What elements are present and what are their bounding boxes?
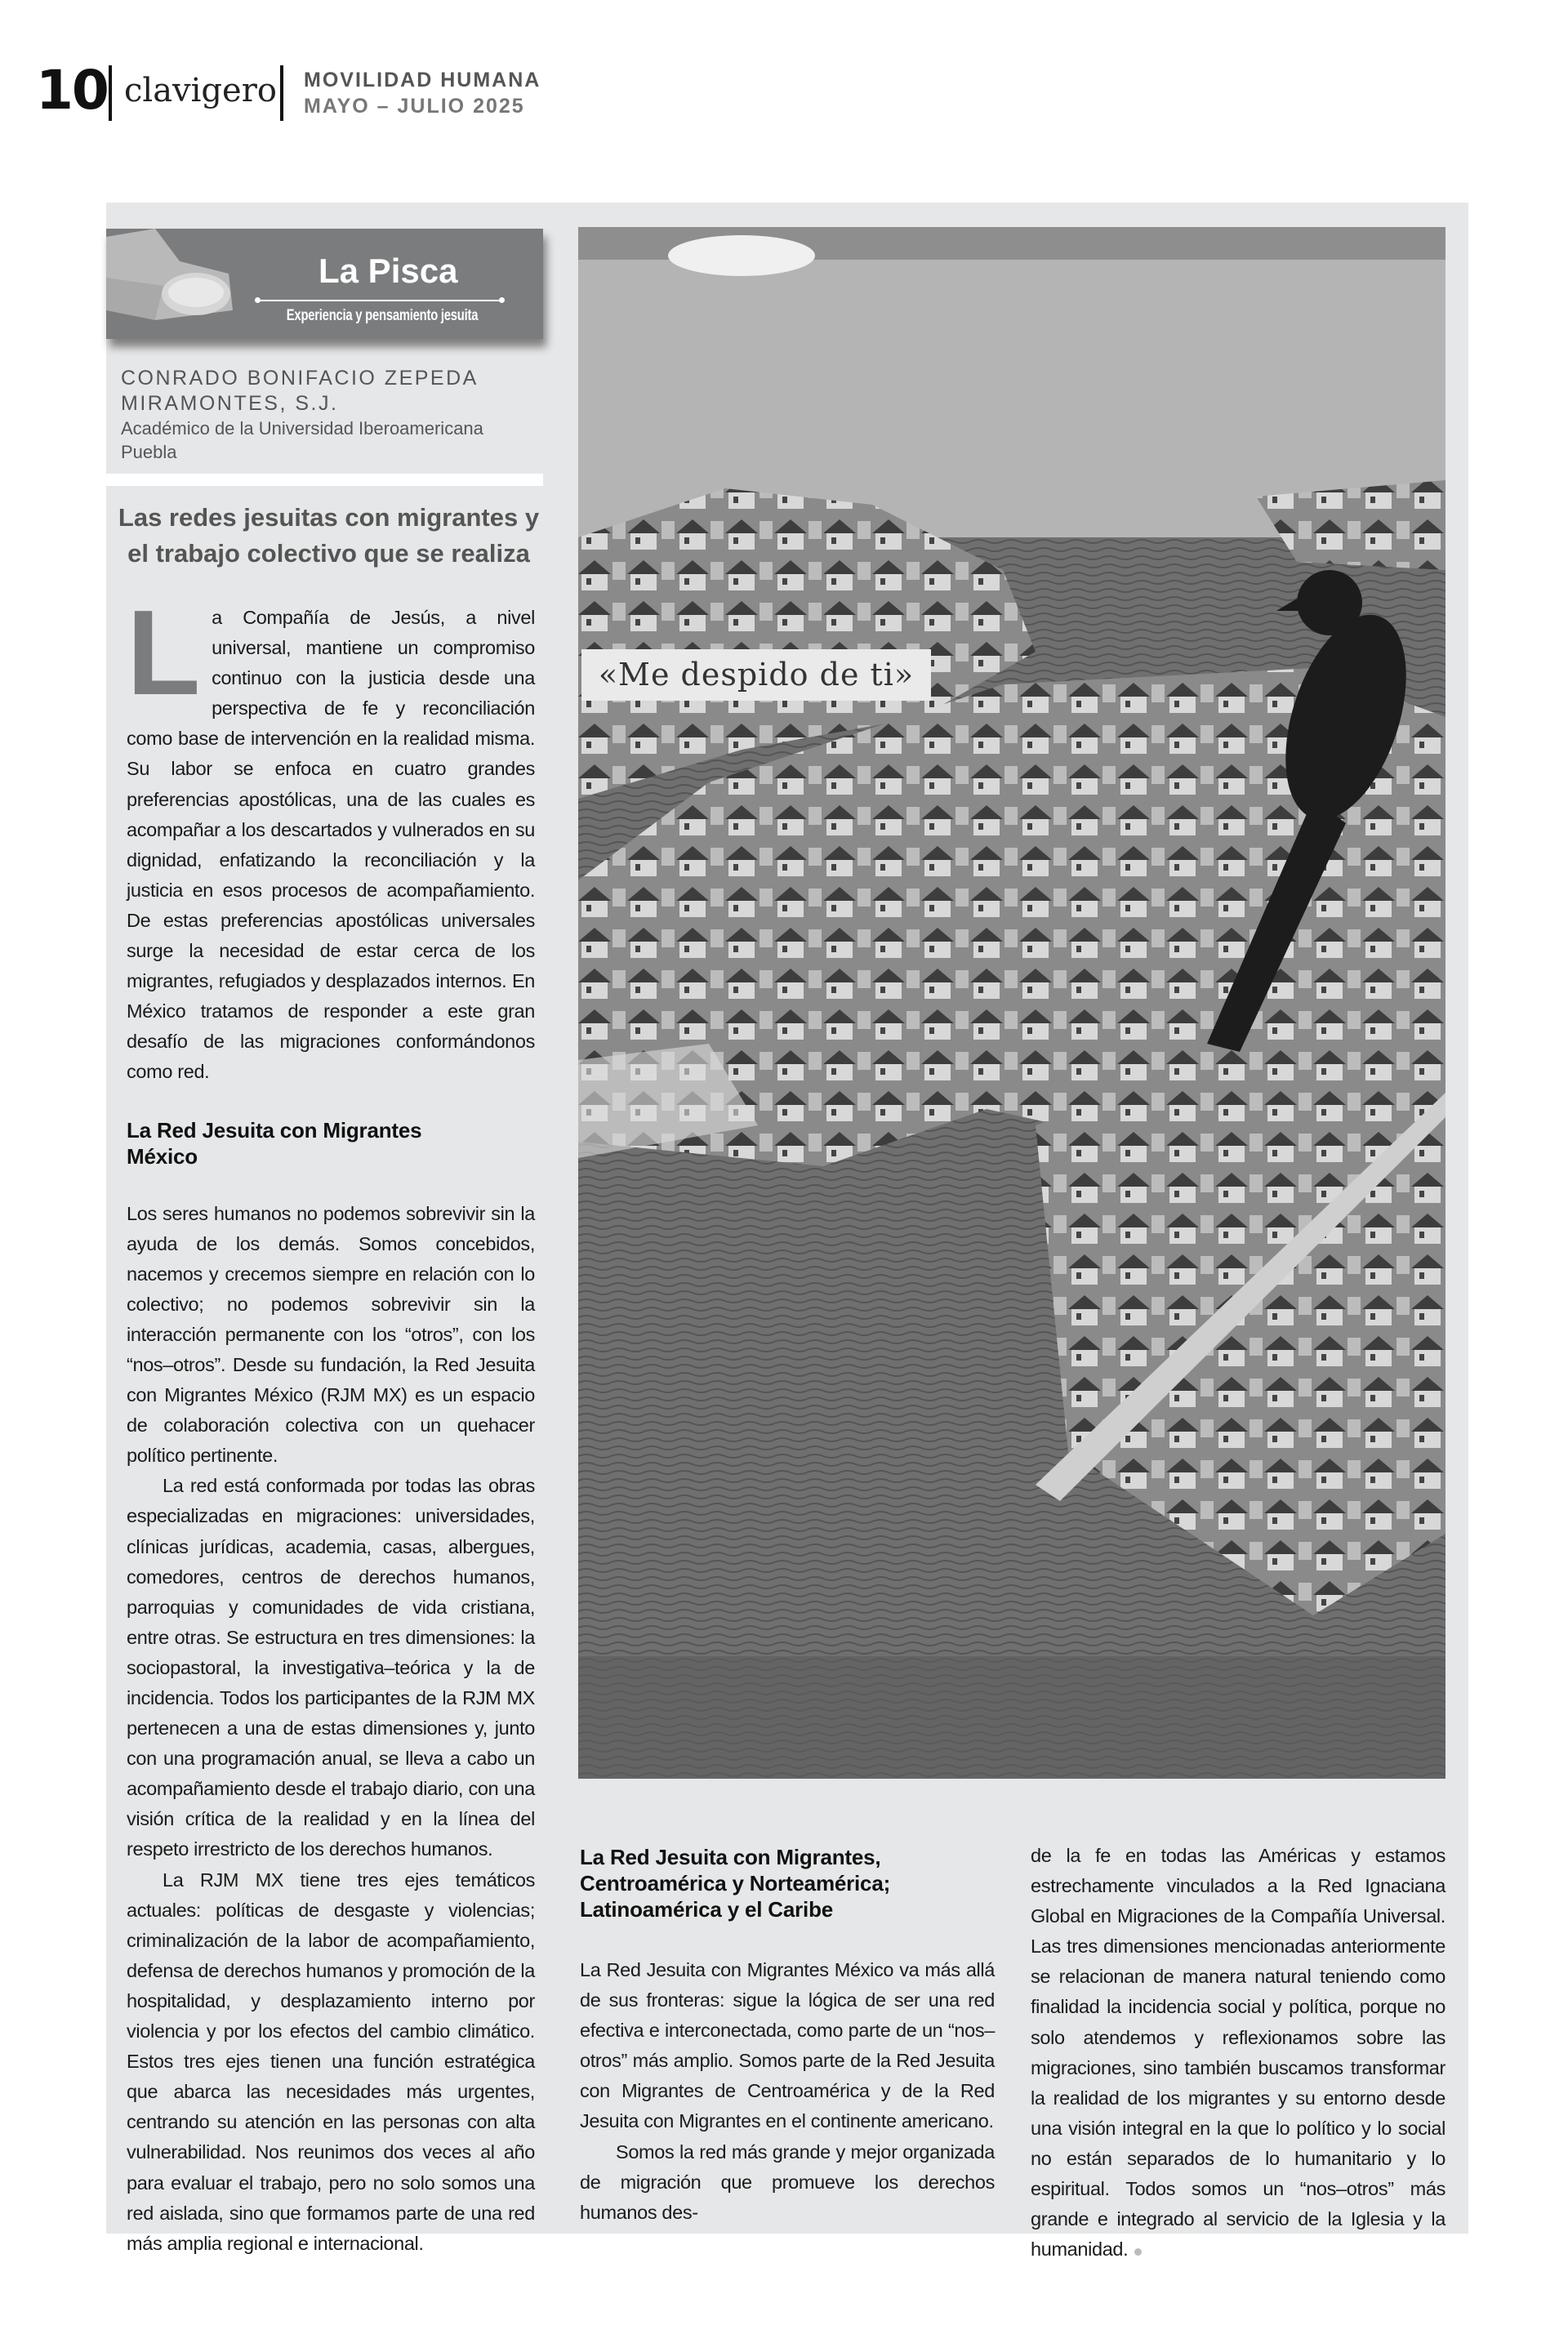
body-paragraph: La RJM MX tiene tres ejes temáticos actuales: políticas de desgaste y violencias; criminalización de la labor de acompañamiento, defensa de derechos humanos y promoción de la hospitalidad, y desplazamiento interno por violencia y por los efectos del cambio climático. Estos tres ejes tienen una función estratégica que abarca las necesidades más urgentes, centrando su atención en las personas con alta vulnerabilidad. Nos reunimos dos veces al año para evaluar el trabajo, pero no solo somos una red aislada, sino que formamos parte de una red más amplia regional e internacional. xyxy=(127,1869,535,2254)
banner-title: La Pisca xyxy=(318,252,458,290)
author-affiliation: Puebla xyxy=(121,442,177,462)
publication-brand: clavigero xyxy=(124,72,277,109)
author-name: CONRADO BONIFACIO ZEPEDA xyxy=(121,367,479,390)
flooded-town-bird-image xyxy=(578,227,1446,1779)
article-title: Las redes jesuitas con migrantes y el trabajo colectivo que se realiza xyxy=(118,503,540,568)
author-affiliation: Académico de la Universidad Iberoamericana xyxy=(121,418,483,439)
header-divider xyxy=(109,65,112,121)
author-block xyxy=(121,366,483,464)
collage-illustration xyxy=(578,227,1446,1779)
column-banner xyxy=(106,229,543,339)
end-mark-icon xyxy=(1134,2248,1142,2256)
intro-paragraph: La Compañía de Jesús, a nivel universal, mantiene un compromiso continuo con la justicia desde una perspectiva de fe y reconciliación como base de intervención en la realidad misma. Su labor se enfoca en cuatro grandes preferencias apostólicas, una de las cuales es acompañar a los descartados y vulnerados en su dignidad, enfatizando la reconciliación y la justicia en esos procesos de acompañamiento. De estas preferencias apostólicas universales surge la necesidad de estar cerca de los migrantes, refugiados y desplazados internos. En México tratamos de responder a este gran desafío de las migraciones conformándonos como red. xyxy=(127,586,535,1083)
section-info xyxy=(304,67,541,119)
column-middle xyxy=(580,1844,995,2228)
hands-with-grain-icon xyxy=(106,229,245,339)
banner-rule xyxy=(257,300,502,301)
body-paragraph: La Red Jesuita con Migrantes México va más allá de sus fronteras: sigue la lógica de ser una red efectiva e interconectada, como parte de un “nos–otros” más amplio. Somos parte de la Red Jesuita con Migrantes de Centroamérica y de la Red Jesuita con Migrantes en el continente americano. xyxy=(580,1959,995,2132)
issue-date: MAYO – JULIO 2025 xyxy=(304,95,525,118)
separator-bar xyxy=(106,474,543,486)
collage-caption-overlay: «Me despido de ti» xyxy=(581,649,931,701)
section-name: MOVILIDAD HUMANA xyxy=(304,69,541,91)
page-number: 10 xyxy=(36,59,108,122)
body-paragraph: Somos la red más grande y mejor organizada de migración que promueve los derechos humanos des- xyxy=(580,2140,995,2223)
author-name: MIRAMONTES, S.J. xyxy=(121,392,339,415)
section-heading: La Red Jesuita con Migrantes, Centroamérica y Norteamérica; Latinoamérica y el Caribe xyxy=(580,1845,891,1922)
body-paragraph: La red está conformada por todas las obras especializadas en migraciones: universidades, clínicas jurídicas, academia, casas, albergues, comedores, centros de derechos humanos, parroquias y comunidades de vida cristiana, entre otras. Se estructura en tres dimensiones: la sociopastoral, la investigativa–teórica y la de incidencia. Todos los participantes de la RJM MX pertenecen a una de estas dimensiones y, junto con una programación anual, se lleva a cabo un acompañamiento desde el trabajo diario, con una visión crítica de la realidad y en la línea del respeto irrestricto de los derechos humanos. xyxy=(127,1475,535,1860)
banner-subtitle: Experiencia y pensamiento jesuita xyxy=(286,307,479,324)
body-paragraph: de la fe en todas las Américas y estamos estrechamente vinculados a la Red Ignaciana Global en Migraciones de la Compañía Universal. Las tres dimensiones mencionadas anteriormente se relacionan de manera natural teniendo como finalidad la incidencia social y política, porque no solo atendemos y reflexionamos sobre las migraciones, sino también buscamos transformar la realidad de los migrantes y su entorno desde una visión integral en la que lo político y lo social no están separados de lo humanitario y lo espiritual. Todos somos un “nos–otros” más grande e integrado al servicio de la Iglesia y la humanidad. xyxy=(1031,1845,1446,2261)
body-paragraph: Los seres humanos no podemos sobrevivir sin la ayuda de los demás. Somos concebidos, nacemos y crecemos siempre en relación con lo colectivo; no podemos sobrevivir sin la interacción permanente con los “otros”, con los “nos–otros”. Desde su fundación, la Red Jesuita con Migrantes México (RJM MX) es un espacio de colaboración colectiva con un quehacer político pertinente. xyxy=(127,1202,535,1467)
column-right xyxy=(1031,1841,1446,2265)
section-heading: La Red Jesuita con Migrantes México xyxy=(127,1117,422,1169)
column-left xyxy=(127,586,535,2259)
drop-cap: L xyxy=(127,586,201,720)
header-divider xyxy=(280,65,283,121)
